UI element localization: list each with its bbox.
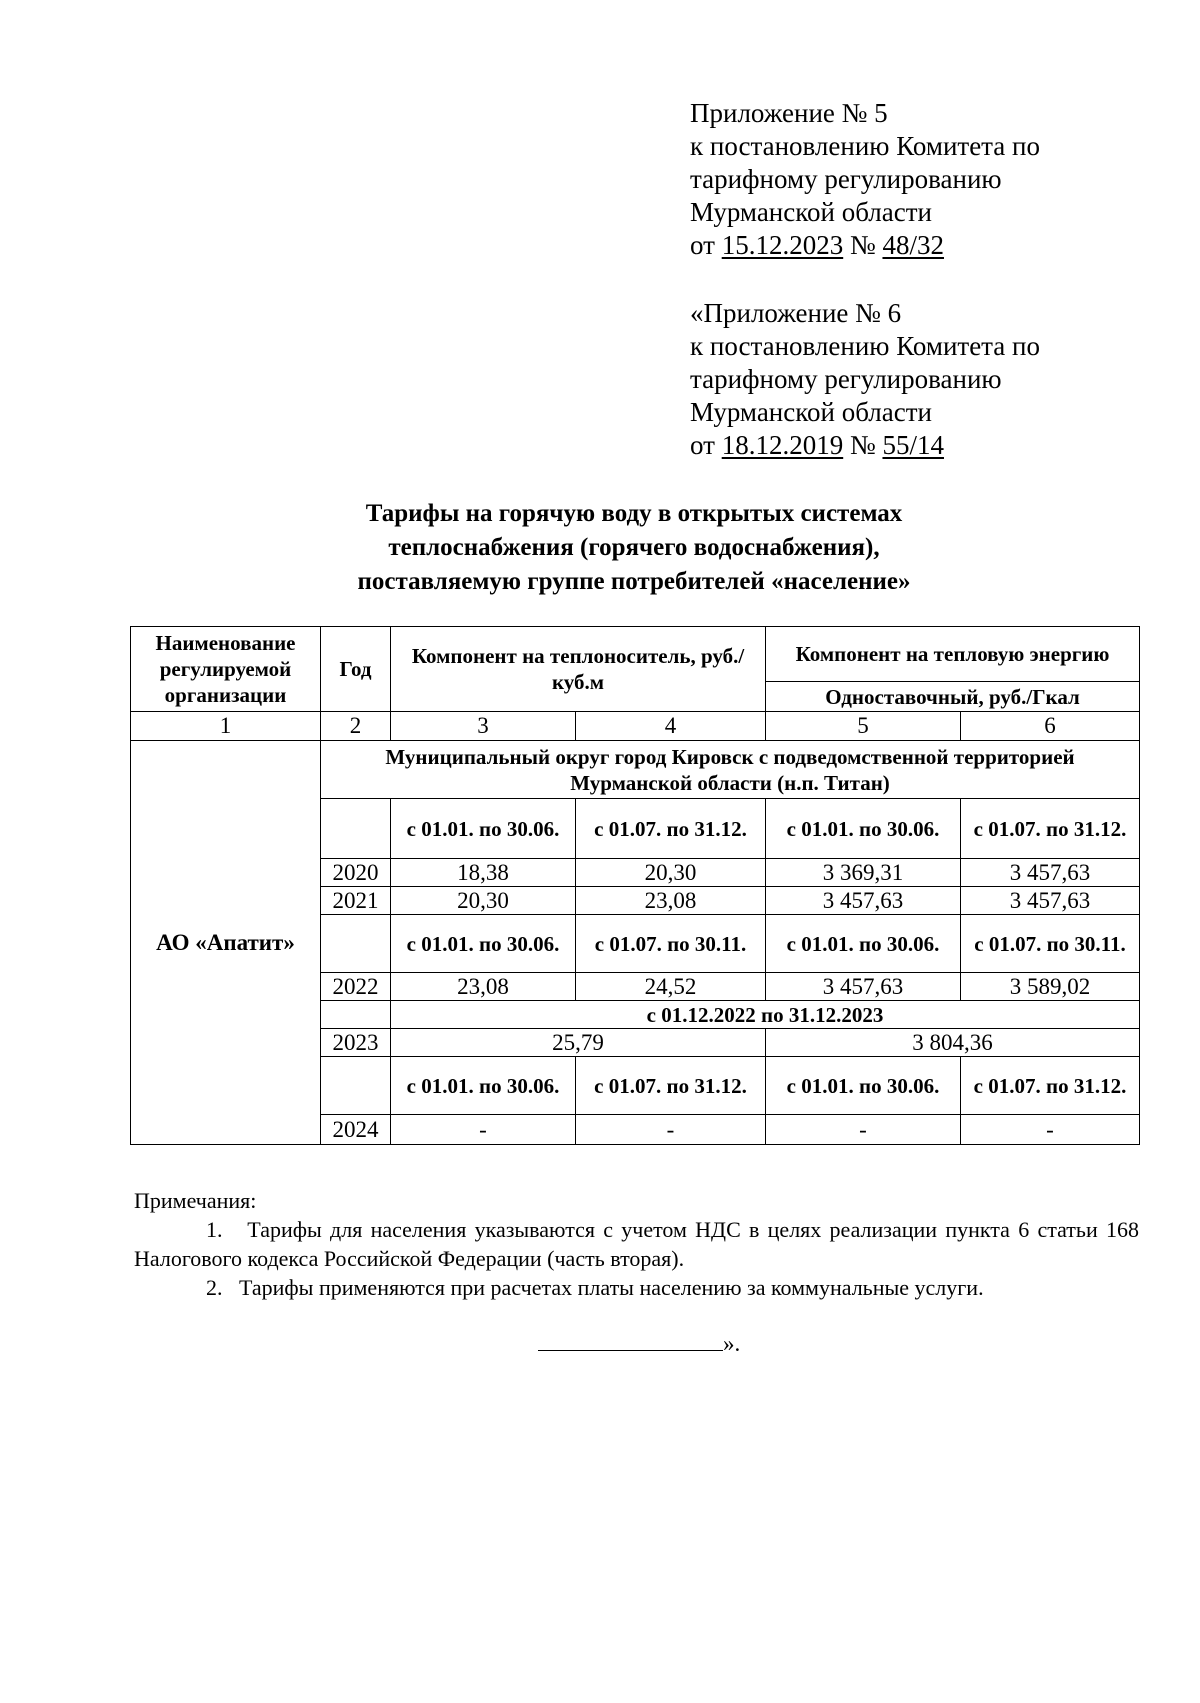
column-number: 3: [391, 712, 576, 741]
year-cell: 2020: [321, 859, 391, 887]
title-line-1: Тарифы на горячую воду в открытых системах: [365, 500, 903, 527]
value-cell: 20,30: [576, 859, 766, 887]
number-sign: №: [849, 230, 876, 260]
period-cell: с 01.07. по 31.12.: [576, 799, 766, 859]
period-cell: с 01.01. по 30.06.: [391, 799, 576, 859]
header-carrier-component: Компонент на теплоноситель, руб./куб.м: [391, 627, 766, 712]
appendix-6-date: 18.12.2019: [721, 430, 844, 460]
value-cell: 3 369,31: [766, 859, 961, 887]
appendix-6-number: 55/14: [882, 430, 944, 460]
organization-name: АО «Апатит»: [131, 741, 321, 1145]
tariff-table: [130, 626, 1140, 1145]
year-cell: 2023: [321, 1029, 391, 1057]
appendix-5-title: Приложение № 5: [690, 98, 888, 128]
year-cell: 2022: [321, 973, 391, 1001]
appendix-5-number: 48/32: [882, 230, 944, 260]
appendix-6-header: [690, 297, 1040, 462]
value-cell: 3 457,63: [766, 887, 961, 915]
empty-year-cell: [321, 799, 391, 859]
value-cell: 3 457,63: [766, 973, 961, 1001]
value-cell: 23,08: [391, 973, 576, 1001]
appendix-6-line4: Мурманской области: [690, 397, 932, 427]
period-cell: с 01.01. по 30.06.: [766, 915, 961, 973]
notes-section: [134, 1186, 1139, 1302]
header-energy-subheader: Одноставочный, руб./Гкал: [766, 682, 1140, 712]
header-year: Год: [321, 627, 391, 712]
closing-line: [538, 1330, 740, 1357]
value-cell: 3 804,36: [766, 1029, 1140, 1057]
column-number: 4: [576, 712, 766, 741]
note-text: Тарифы применяются при расчетах платы населению за коммунальные услуги.: [239, 1275, 984, 1300]
number-sign: №: [849, 430, 876, 460]
column-number: 5: [766, 712, 961, 741]
appendix-6-date-line: [690, 429, 1040, 462]
period-cell: с 01.07. по 30.11.: [961, 915, 1140, 973]
year-cell: 2024: [321, 1115, 391, 1145]
title-line-2: теплоснабжения (горячего водоснабжения),: [388, 534, 880, 561]
column-number: 1: [131, 712, 321, 741]
period-cell: с 01.01. по 30.06.: [766, 799, 961, 859]
signature-line: [538, 1330, 723, 1351]
column-number: 2: [321, 712, 391, 741]
territory-row: Муниципальный округ город Кировск с подведомственной территорией Мурманской области (н.п. Титан): [321, 741, 1140, 799]
note-number: 1.: [206, 1217, 223, 1242]
period-cell: с 01.01. по 30.06.: [391, 1057, 576, 1115]
value-cell: -: [391, 1115, 576, 1145]
note-item-2: [134, 1273, 1139, 1302]
period-cell: с 01.07. по 31.12.: [961, 799, 1140, 859]
value-cell: 3 457,63: [961, 887, 1140, 915]
document-title: [0, 497, 1200, 599]
empty-year-cell: [321, 915, 391, 973]
appendix-5-header: [690, 97, 1040, 262]
value-cell: 20,30: [391, 887, 576, 915]
period-cell: с 01.07. по 31.12.: [576, 1057, 766, 1115]
value-cell: 18,38: [391, 859, 576, 887]
empty-year-cell: [321, 1057, 391, 1115]
appendix-5-date: 15.12.2023: [721, 230, 844, 260]
value-cell: 25,79: [391, 1029, 766, 1057]
appendix-6-title: «Приложение № 6: [690, 298, 902, 328]
period-cell: с 01.01. по 30.06.: [766, 1057, 961, 1115]
empty-year-cell: [321, 1001, 391, 1029]
date-prefix: от: [690, 230, 715, 260]
title-line-3: поставляемую группе потребителей «население»: [357, 568, 911, 595]
value-cell: 23,08: [576, 887, 766, 915]
header-organization: Наименование регулируемой организации: [131, 627, 321, 712]
value-cell: 3 457,63: [961, 859, 1140, 887]
value-cell: 24,52: [576, 973, 766, 1001]
appendix-5-line4: Мурманской области: [690, 197, 932, 227]
notes-heading: Примечания:: [134, 1188, 257, 1213]
note-text: Тарифы для населения указываются с учетом НДС в целях реализации пункта 6 статьи 168 Налогового кодекса Российской Федерации (часть вторая).: [134, 1217, 1139, 1271]
header-energy-component: Компонент на тепловую энергию: [766, 627, 1140, 682]
note-item-1: [134, 1215, 1139, 1273]
value-cell: -: [961, 1115, 1140, 1145]
period-cell: с 01.12.2022 по 31.12.2023: [391, 1001, 1140, 1029]
value-cell: -: [576, 1115, 766, 1145]
year-cell: 2021: [321, 887, 391, 915]
period-cell: с 01.07. по 31.12.: [961, 1057, 1140, 1115]
closing-quote: ».: [723, 1331, 741, 1356]
appendix-5-date-line: [690, 229, 1040, 262]
appendix-6-line3: тарифному регулированию: [690, 364, 1002, 394]
column-number: 6: [961, 712, 1140, 741]
value-cell: -: [766, 1115, 961, 1145]
note-number: 2.: [206, 1275, 223, 1300]
value-cell: 3 589,02: [961, 973, 1140, 1001]
appendix-5-line3: тарифному регулированию: [690, 164, 1002, 194]
appendix-5-line2: к постановлению Комитета по: [690, 131, 1040, 161]
period-cell: с 01.07. по 30.11.: [576, 915, 766, 973]
date-prefix: от: [690, 430, 715, 460]
period-cell: с 01.01. по 30.06.: [391, 915, 576, 973]
appendix-6-line2: к постановлению Комитета по: [690, 331, 1040, 361]
